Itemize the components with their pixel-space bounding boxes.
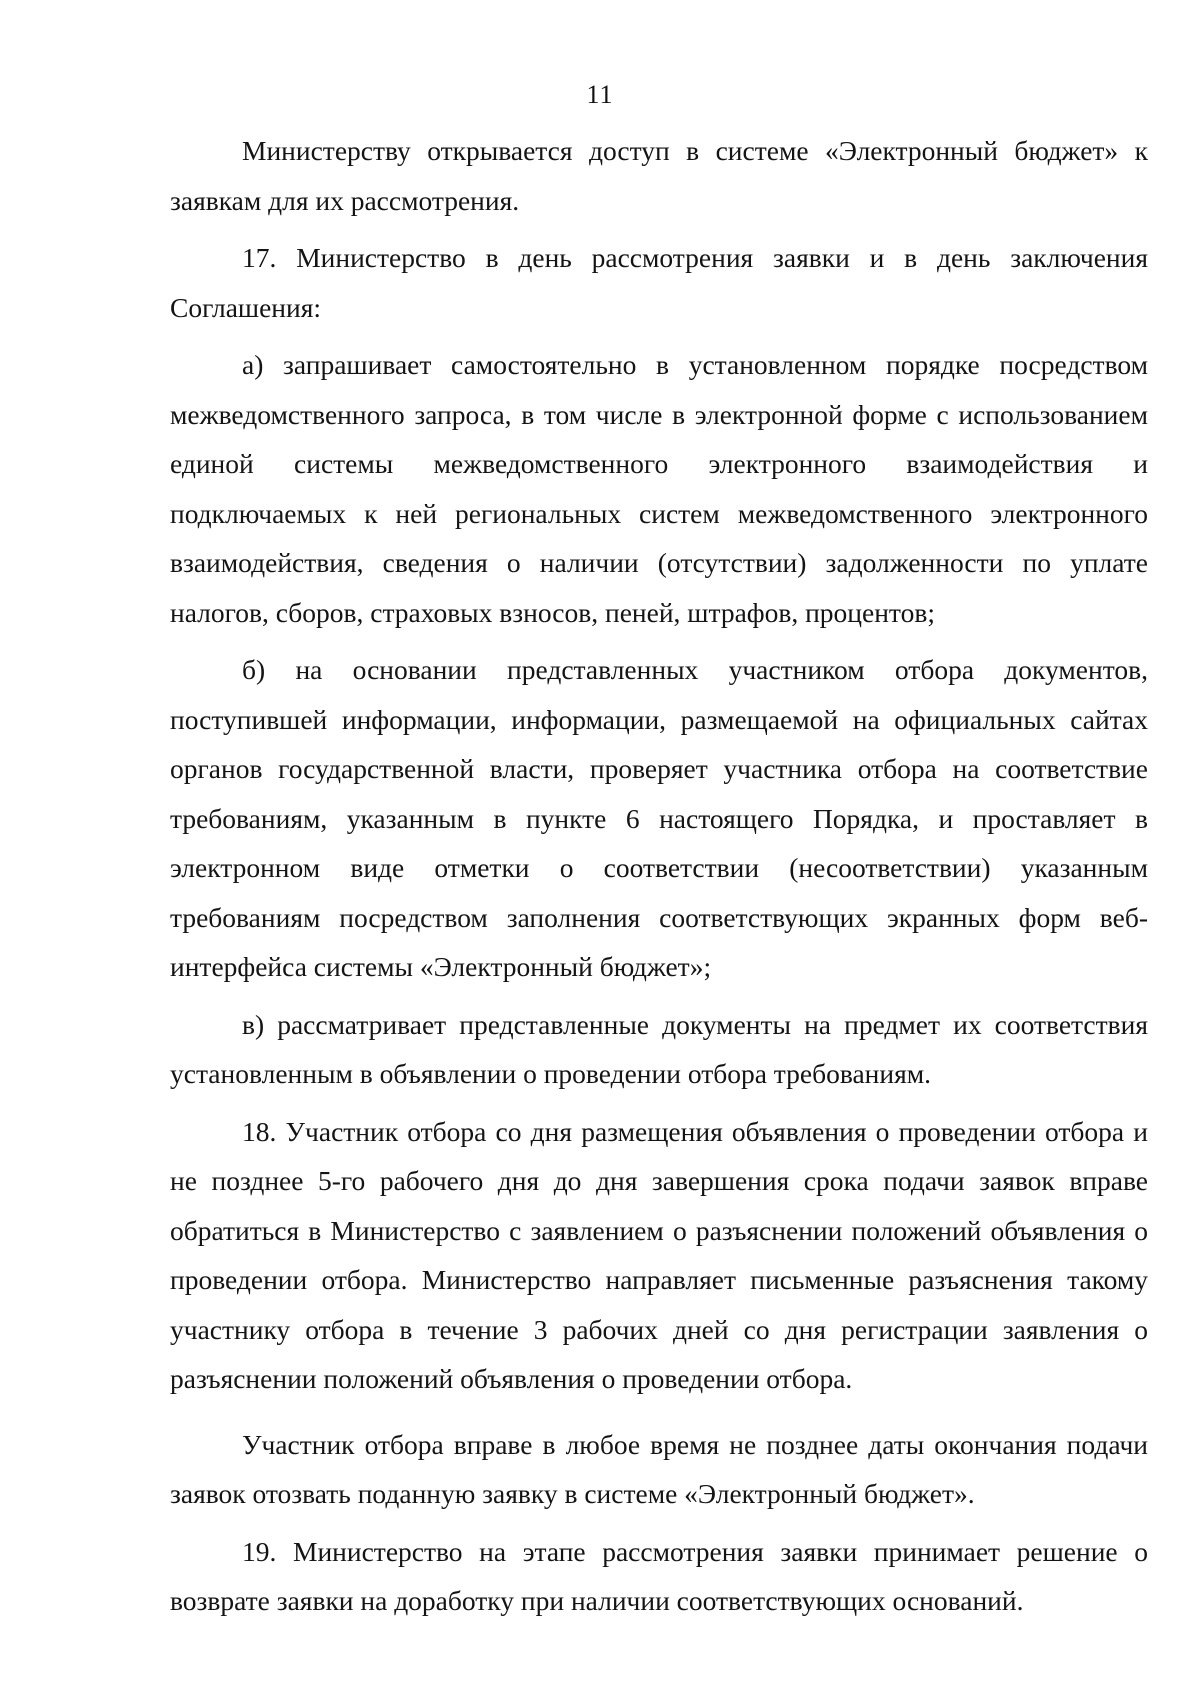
paragraph-18-withdrawal: Участник отбора вправе в любое время не позднее даты окончания подачи заявок отозвать поданную заявку в системе «Электронный бюджет».: [170, 1428, 1148, 1509]
paragraph-19: 19. Министерство на этапе рассмотрения заявки принимает решение о возврате заявки на доработку при наличии соответствующих оснований.: [170, 1535, 1148, 1616]
paragraph-17-a: а) запрашивает самостоятельно в установленном порядке посредством межведомственного запроса, в том числе в электронной форме с использованием единой системы межведомственного электронного взаимодействия и подключаемых к ней региональных систем межведомственного электронного взаимодействия, сведения о наличии (отсутствии) задолженности по уплате налогов, сборов, страховых взносов, пеней, штрафов, процентов;: [170, 349, 1148, 628]
document-body: [170, 126, 1148, 1626]
paragraph-17-v: в) рассматривает представленные документы на предмет их соответствия установленным в объявлении о проведении отбора требованиям.: [170, 1008, 1148, 1089]
paragraph-17-b: б) на основании представленных участником отбора документов, поступившей информации, информации, размещаемой на официальных сайтах органов государственной власти, проверяет участника отбора на соответствие требованиям, указанным в пункте 6 настоящего Порядка, и проставляет в электронном виде отметки о соответствии (несоответствии) указанным требованиям посредством заполнения соответствующих экранных форм веб-интерфейса системы «Электронный бюджет»;: [170, 654, 1148, 982]
paragraph-18: 18. Участник отбора со дня размещения объявления о проведении отбора и не позднее 5-го рабочего дня до дня завершения срока подачи заявок вправе обратиться в Министерство с заявлением о разъяснении положений объявления о проведении отбора. Министерство направляет письменные разъяснения такому участнику отбора в течение 3 рабочих дней со дня регистрации заявления о разъяснении положений объявления о проведении отбора.: [170, 1115, 1148, 1394]
paragraph-17: 17. Министерство в день рассмотрения заявки и в день заключения Соглашения:: [170, 242, 1148, 323]
page-number: 11: [586, 80, 614, 109]
paragraph-access-continuation: Министерству открывается доступ в системе «Электронный бюджет» к заявкам для их рассмотрения.: [170, 135, 1148, 216]
